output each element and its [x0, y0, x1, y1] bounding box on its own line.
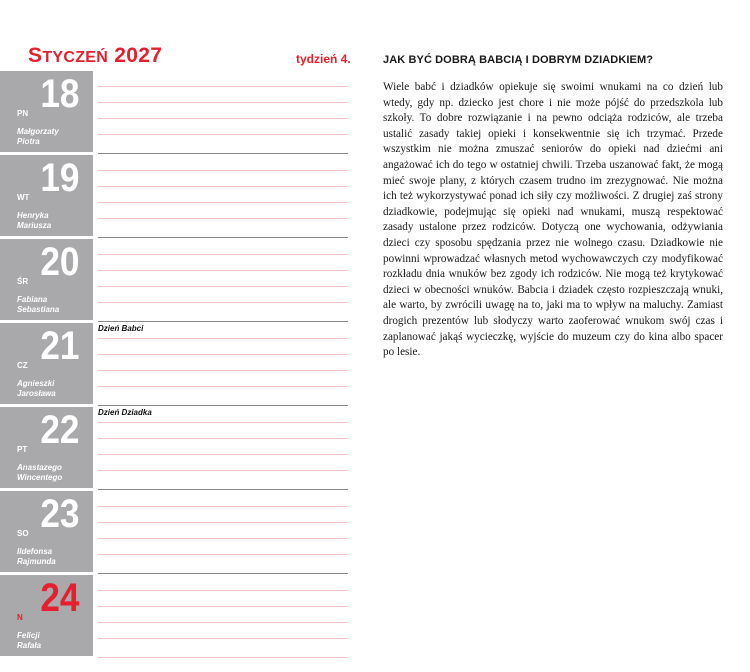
- name-day: Mariusza: [17, 221, 52, 230]
- day-row: [0, 491, 348, 572]
- day-row: [0, 71, 348, 152]
- writing-lines[interactable]: [98, 491, 348, 572]
- day-divider: [98, 489, 348, 490]
- year-label: 2027: [114, 44, 163, 67]
- writing-lines[interactable]: [98, 575, 348, 656]
- name-day: Sebastiana: [17, 305, 60, 314]
- week-label: tydzień 4.: [296, 52, 351, 66]
- day-divider: [98, 153, 348, 154]
- weekday-abbr: PT: [17, 445, 28, 454]
- name-days: [17, 211, 51, 231]
- day-note: Dzień Dziadka: [98, 408, 152, 417]
- name-days: [17, 127, 59, 147]
- day-number: 20: [39, 240, 79, 284]
- writing-lines[interactable]: [98, 239, 348, 320]
- article-body: Wiele babć i dziadków opiekuje się swoimi wnukami na co dzień lub wtedy, gdy np. dziecko jest chore i nie może pójść do przedszkola lub szkoły. To dobre rozwiązanie i na pewno odciąża rodziców, ale trzeba ustalić zasady takiej opieki i konsekwentnie się ich trzymać. Przede wszystkim nie można zmuszać seniorów do opieki nad dziećmi ani angażować ich do tego w ostatniej chwili. Trzeba uszanować fakt, że mogą mieć swoje plany, z których czasem trudno im zrezygnować. Nie można ich też wykorzystywać ponad ich siły czy możliwości. Z drugiej zaś strony dziadkowie, podejmując się opieki nad wnukami, muszą respektować zasady ustalone przez rodziców. Dotyczą one wychowania, odżywiania dzieci czy sposobu spędzania przez nie wolnego czasu. Dziadkowie nie powinni wprowadzać własnych metod wychowawczych czy modyfikować rozkładu dnia wnuków bez zgody ich rodziców. Nie mogą też krytykować dzieci w obecności wnuków. Babcia i dziadek często rozpieszczają wnuki, ale warto, by zwrócili uwagę na to, jaki ma to wpływ na maluchy. Zamiast drogich prezentów lub słodyczy warto zaoferować wnukom swój czas i zaplanować jakąś wycieczkę, wyjście do muzeum czy do kina albo spacer po lesie.: [383, 81, 723, 359]
- name-day: Ildefonsa: [17, 547, 53, 556]
- name-day: Rajmunda: [17, 557, 56, 566]
- name-day: Piotra: [17, 137, 40, 146]
- day-row: [0, 575, 348, 656]
- day-number: 19: [39, 156, 79, 200]
- day-number: 22: [39, 408, 79, 452]
- day-number: 21: [39, 324, 79, 368]
- name-day: Fabiana: [17, 295, 48, 304]
- name-day: Małgorzaty: [17, 127, 59, 136]
- day-box: [0, 155, 93, 236]
- day-row: [0, 155, 348, 236]
- day-divider: [98, 405, 348, 406]
- name-day: Henryka: [17, 211, 49, 220]
- day-note: Dzień Babci: [98, 324, 144, 333]
- weekday-abbr: ŚR: [17, 277, 29, 286]
- name-days: [17, 547, 56, 567]
- name-day: Agnieszki: [17, 379, 55, 388]
- month-title: [28, 44, 162, 68]
- day-row: [0, 323, 348, 404]
- name-day: Anastazego: [17, 463, 62, 472]
- day-box: [0, 491, 93, 572]
- name-day: Jarosława: [17, 389, 56, 398]
- day-box: [0, 71, 93, 152]
- day-divider: [98, 657, 348, 658]
- name-days: [17, 463, 62, 483]
- article: [383, 54, 723, 361]
- day-row: [0, 407, 348, 488]
- day-number: 23: [39, 492, 79, 536]
- day-number: 24: [39, 576, 79, 620]
- weekday-abbr: PN: [17, 109, 29, 118]
- weekday-abbr: WT: [17, 193, 30, 202]
- day-box: [0, 407, 93, 488]
- day-divider: [98, 573, 348, 574]
- name-days: [17, 295, 59, 315]
- day-row: [0, 239, 348, 320]
- month-title-initial: S: [28, 44, 43, 67]
- name-day: Rafała: [17, 641, 42, 650]
- article-title: JAK BYĆ DOBRĄ BABCIĄ I DOBRYM DZIADKIEM?: [383, 54, 654, 66]
- day-box: [0, 323, 93, 404]
- day-box: [0, 239, 93, 320]
- writing-lines[interactable]: [98, 155, 348, 236]
- name-days: [17, 379, 56, 399]
- writing-lines[interactable]: [98, 407, 348, 488]
- writing-lines[interactable]: [98, 71, 348, 152]
- day-number: 18: [39, 72, 79, 116]
- day-list: [0, 71, 348, 659]
- day-divider: [98, 321, 348, 322]
- weekday-abbr: SO: [17, 529, 29, 538]
- weekday-abbr: CZ: [17, 361, 28, 370]
- name-days: [17, 631, 41, 651]
- day-box: [0, 575, 93, 656]
- day-divider: [98, 237, 348, 238]
- month-title-rest: TYCZEŃ: [42, 49, 109, 66]
- name-day: Felicji: [17, 631, 40, 640]
- writing-lines[interactable]: [98, 323, 348, 404]
- weekday-abbr: N: [17, 613, 23, 622]
- name-day: Wincentego: [17, 473, 63, 482]
